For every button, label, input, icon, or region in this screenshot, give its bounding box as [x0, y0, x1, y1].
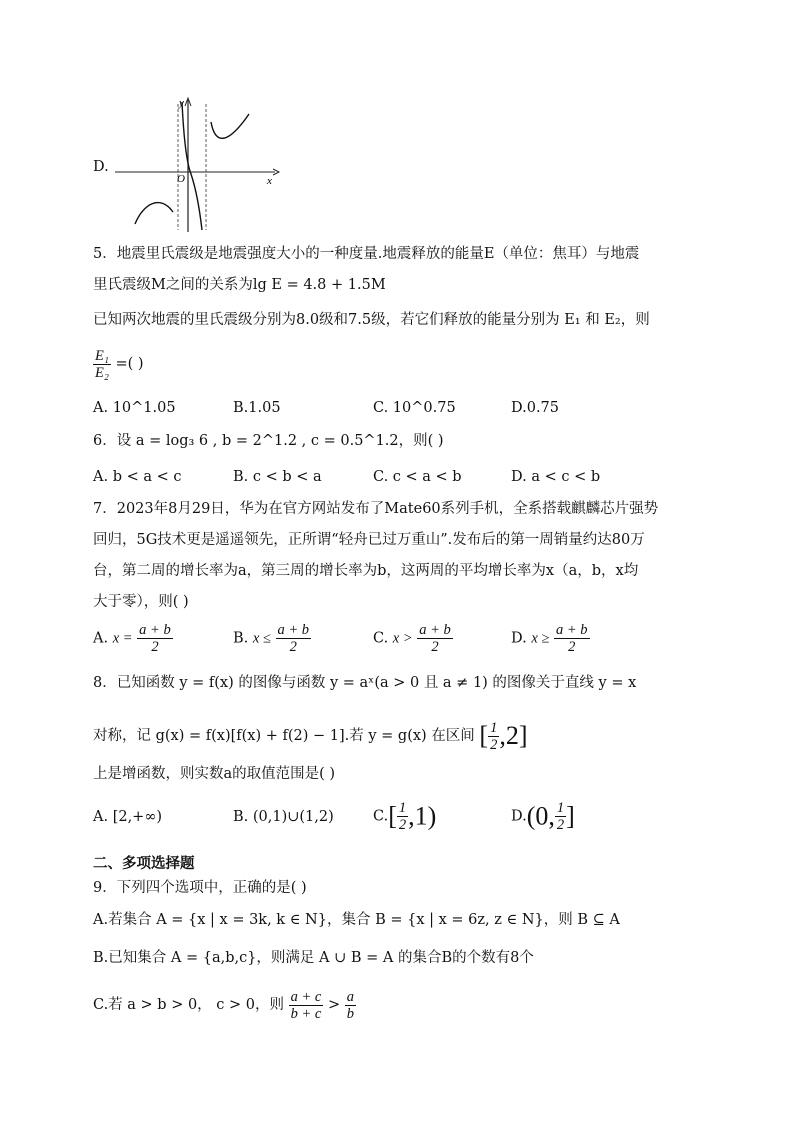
q8-interval-denominator: 2 — [490, 736, 498, 753]
q7-option-a-denominator: 2 — [151, 639, 159, 655]
q5-stem-line3: 已知两次地震的里氏震级分别为8.0级和7.5级，若它们释放的能量分别为 E₁ 和 E₂，则 — [93, 312, 650, 328]
q8-option-c[interactable] — [373, 800, 436, 833]
q9-option-c-numerator-right: a — [346, 988, 354, 1005]
q5-stem-line2: 里氏震级M之间的关系为lg E = 4.8 + 1.5M — [93, 277, 386, 293]
q7-option-b-relation: x ≤ — [252, 630, 271, 647]
q6-option-c[interactable]: C. c < a < b — [373, 469, 462, 485]
q5-options — [93, 397, 713, 421]
q4-option-d-graph — [115, 94, 285, 234]
q7-option-c[interactable] — [373, 622, 453, 655]
q4-option-d-label: D. — [93, 159, 109, 175]
q9-option-c-denominator-left: b + c — [290, 1005, 322, 1022]
x-axis-label: x — [267, 175, 272, 187]
q7-option-c-fraction — [417, 622, 453, 655]
q6-option-a[interactable]: A. b < a < c — [93, 469, 182, 485]
q7-option-d-prefix: D. — [511, 630, 527, 647]
q8-stem-line2-text: 对称，记 g(x) = f(x)[f(x) + f(2) − 1].若 y = g(x) 在区间 — [93, 728, 475, 744]
q7-option-b-prefix: B. — [233, 630, 249, 647]
q8-stem-line1: 8．已知函数 y = f(x) 的图像与函数 y = aˣ(a > 0 且 a ≠ 1) 的图像关于直线 y = x — [93, 675, 637, 691]
q6-options — [93, 466, 713, 490]
q8-interval-open: [ — [479, 721, 489, 750]
q8-option-a[interactable]: A. [2,+∞) — [93, 809, 163, 825]
origin-label: O — [177, 173, 185, 185]
q8-option-b[interactable]: B. (0,1)∪(1,2) — [233, 809, 334, 825]
q7-option-a[interactable] — [93, 622, 173, 655]
q7-option-a-numerator: a + b — [139, 622, 171, 638]
curve-left-branch — [135, 203, 173, 224]
q9-stem: 9．下列四个选项中，正确的是( ) — [93, 880, 307, 896]
q5-option-d[interactable]: D.0.75 — [511, 400, 560, 416]
q8-option-d-open: (0, — [526, 801, 555, 831]
q7-option-a-prefix: A. — [93, 630, 109, 647]
y-axis-label: y — [179, 97, 184, 109]
q9-option-c[interactable] — [93, 985, 356, 1025]
q5-ratio-fraction — [93, 348, 111, 381]
q8-option-c-numerator: 1 — [398, 800, 407, 816]
q7-stem-line2: 回归，5G技术更是遥遥领先，正所谓“轻舟已过万重山”.发布后的第一周销量约达80万 — [93, 532, 645, 548]
q5-option-c[interactable]: C. 10^0.75 — [373, 400, 456, 416]
q8-option-d-denominator: 2 — [556, 817, 565, 833]
q7-option-d-numerator: a + b — [555, 622, 588, 638]
q8-option-c-denominator: 2 — [398, 817, 407, 833]
q9-option-b[interactable]: B.已知集合 A = {a,b,c}，则满足 A ∪ B = A 的集合B的个数有8个 — [93, 950, 534, 966]
q7-option-b-denominator: 2 — [289, 639, 297, 655]
q8-option-d-numerator: 1 — [556, 800, 565, 816]
q7-options — [93, 622, 713, 662]
q9-option-c-fraction-left — [289, 989, 324, 1022]
q7-option-c-relation: x > — [392, 630, 413, 647]
q5-ratio-denominator: E₂ — [95, 364, 109, 381]
q9-option-c-numerator-left: a + c — [290, 988, 322, 1005]
q7-stem-line3: 台，第二周的增长率为a，第三周的增长率为b，这两周的平均增长率为x（a，b，x均 — [93, 563, 639, 579]
q7-option-a-fraction — [137, 622, 173, 655]
q9-option-c-prefix: C.若 a > b > 0， c > 0，则 — [93, 997, 285, 1013]
q8-option-c-prefix: C. — [373, 808, 389, 825]
q5-ratio-numerator: E₁ — [95, 347, 109, 364]
q7-option-d[interactable] — [511, 622, 590, 655]
q7-option-c-prefix: C. — [373, 630, 389, 647]
q7-option-a-relation: x = — [112, 630, 133, 647]
q8-interval-fraction — [488, 720, 499, 753]
q5-option-a[interactable]: A. 10^1.05 — [93, 400, 176, 416]
q9-option-c-fraction-right — [345, 989, 356, 1022]
q6-option-d[interactable]: D. a < c < b — [511, 469, 601, 485]
q7-option-d-relation: x ≥ — [531, 630, 550, 647]
q8-stem-line3: 上是增函数，则实数a的取值范围是( ) — [93, 766, 336, 782]
q6-option-b[interactable]: B. c < b < a — [233, 469, 322, 485]
q7-option-b-fraction — [276, 622, 312, 655]
q8-option-d[interactable] — [511, 800, 575, 833]
q7-stem-line1: 7．2023年8月29日，华为在官方网站发布了Mate60系列手机，全系搭载麒麟芯片强势 — [93, 501, 659, 517]
q8-option-d-fraction — [555, 800, 566, 833]
q8-options — [93, 800, 713, 840]
q6-stem: 6．设 a = log₃ 6 , b = 2^1.2 , c = 0.5^1.2，则( ) — [93, 433, 444, 449]
q5-ratio-tail: =( ) — [115, 356, 144, 372]
q8-option-c-open: [ — [388, 801, 397, 831]
q5-stem-line1: 5．地震里氏震级是地震强度大小的一种度量.地震释放的能量E（单位：焦耳）与地震 — [93, 246, 640, 262]
q9-option-c-denominator-right: b — [346, 1005, 354, 1022]
q7-option-b[interactable] — [233, 622, 311, 655]
q8-interval-close: ,2] — [499, 721, 528, 750]
q8-option-d-prefix: D. — [511, 808, 527, 825]
q7-option-d-denominator: 2 — [568, 639, 576, 655]
q9-option-a[interactable]: A.若集合 A = {x | x = 3k, k ∈ N}，集合 B = {x | x = 6z, z ∈ N}，则 B ⊆ A — [93, 912, 620, 928]
q8-interval-numerator: 1 — [490, 719, 498, 736]
q8-option-c-close: ,1) — [408, 801, 437, 831]
q7-option-b-numerator: a + b — [277, 622, 310, 638]
section-heading-multiple-choice: 二、多项选择题 — [93, 856, 195, 872]
q5-option-b[interactable]: B.1.05 — [233, 400, 281, 416]
q7-option-d-fraction — [554, 622, 590, 655]
q8-option-d-close: ] — [566, 801, 575, 831]
curve-middle-branch — [182, 102, 202, 230]
q7-stem-line4: 大于零），则( ) — [93, 594, 189, 610]
q8-option-c-fraction — [397, 800, 408, 833]
q8-stem-line2 — [93, 716, 528, 756]
q9-option-c-relation: > — [327, 997, 341, 1013]
q7-option-c-numerator: a + b — [419, 622, 451, 638]
q5-ratio — [93, 346, 144, 382]
q7-option-c-denominator: 2 — [431, 639, 439, 655]
curve-right-branch — [211, 114, 249, 138]
